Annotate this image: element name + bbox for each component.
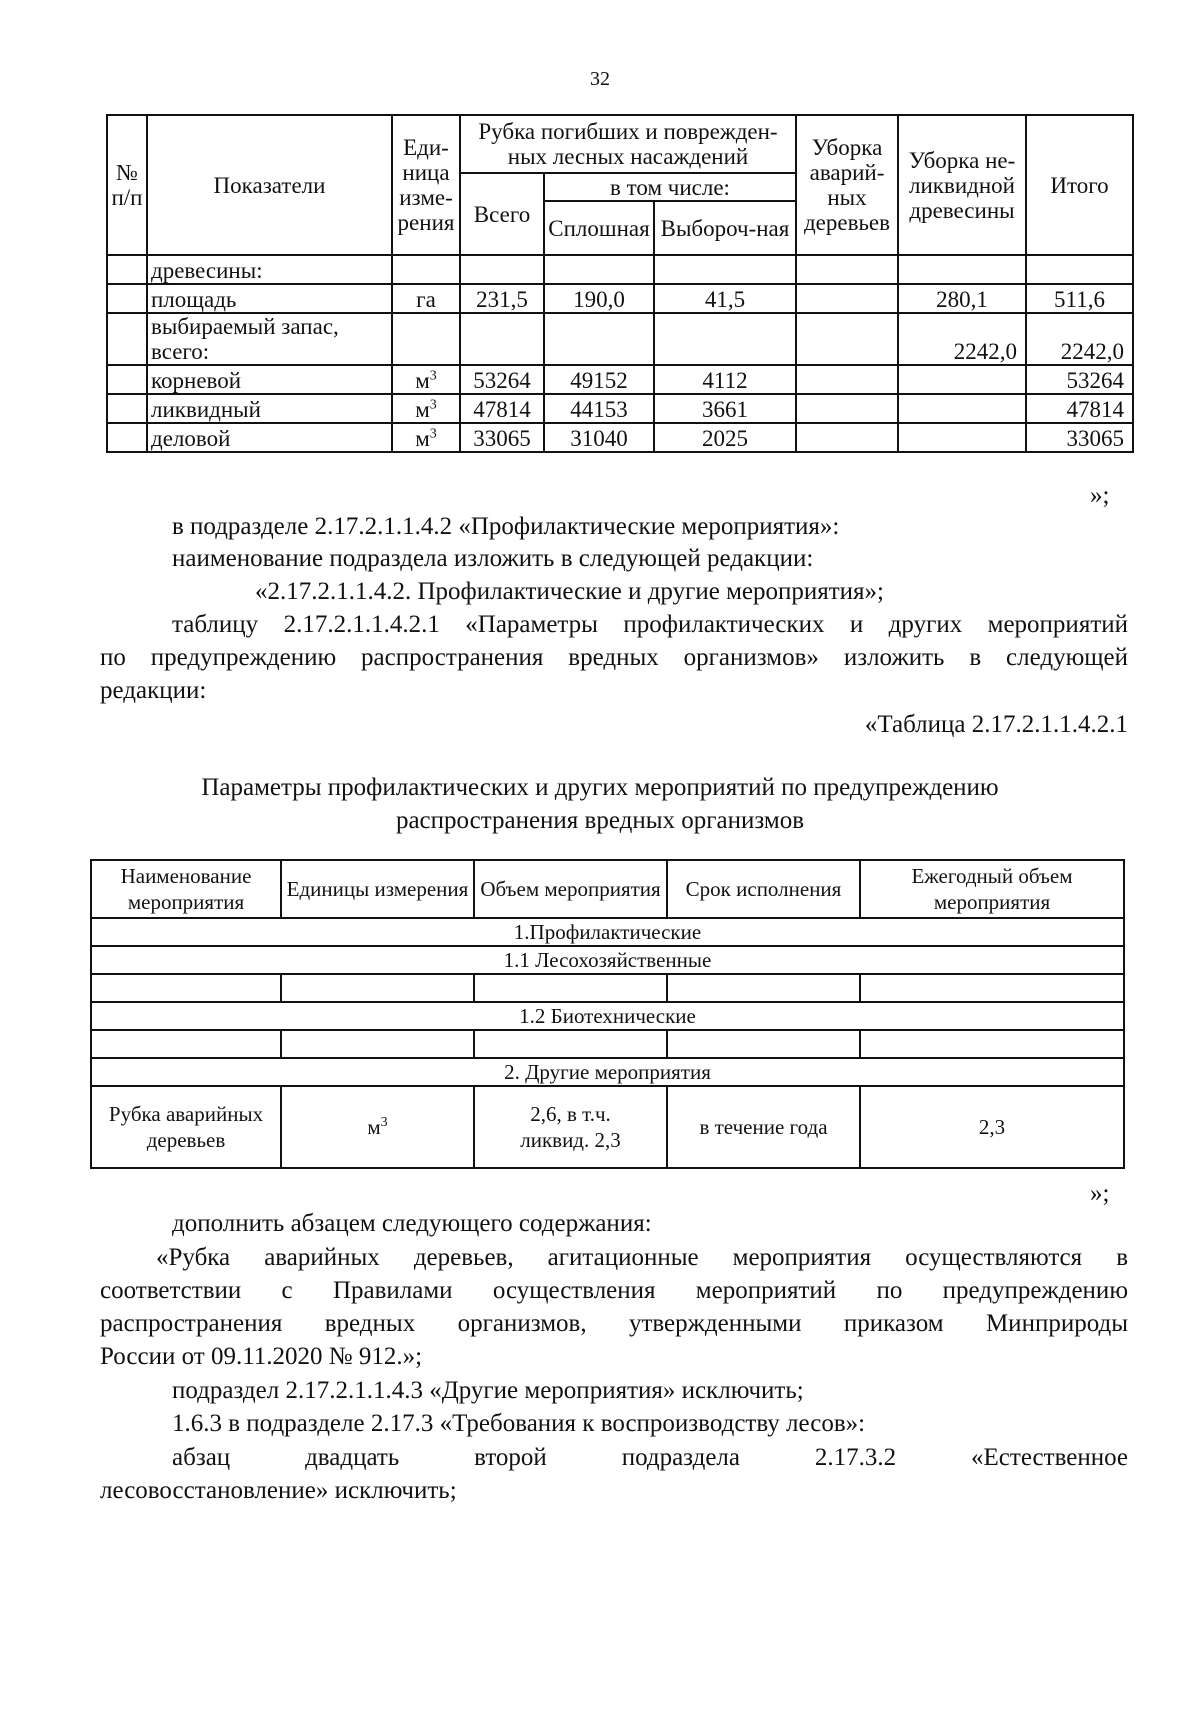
cell-result: 511,6 xyxy=(1026,284,1133,313)
row-unit: $м^3$ xyxy=(392,423,460,452)
header-annual: Ежегодный объем мероприятия xyxy=(860,860,1124,918)
table-label: «Таблица 2.17.2.1.1.4.2.1 xyxy=(864,711,1128,738)
table-row xyxy=(107,394,1133,423)
row-unit: га xyxy=(392,284,460,313)
cell-measure-name: Рубка аварийных деревьев xyxy=(91,1086,281,1168)
paragraph-table-line2: по предупреждению распространения вредных организмов» изложить в следующей xyxy=(100,644,1128,671)
paragraph-rename: наименование подраздела изложить в следующей редакции: xyxy=(172,545,814,572)
section-preventive: 1.Профилактические xyxy=(91,918,1124,946)
section-other: 2. Другие мероприятия xyxy=(91,1058,1124,1086)
cell-selective: 3661 xyxy=(654,394,796,423)
table-title-line1: Параметры профилактических и других мероприятий по предупреждению xyxy=(201,774,999,801)
header-cleanup-nonliquid: Уборка не-ликвидной древесины xyxy=(898,115,1026,255)
paragraph-exclude: подраздел 2.17.2.1.1.4.3 «Другие мероприятия» исключить; xyxy=(172,1377,804,1404)
row-name: выбираемый запас, всего: xyxy=(147,313,392,365)
table-row xyxy=(91,1030,1124,1058)
paragraph-table-line3: редакции: xyxy=(100,677,207,704)
table-row xyxy=(107,313,1133,365)
paragraph-supplement: дополнить абзацем следующего содержания: xyxy=(172,1210,652,1237)
header-units: Единицы измерения xyxy=(281,860,474,918)
paragraph-subsection: в подразделе 2.17.2.1.1.4.2 «Профилактические мероприятия»: xyxy=(172,513,840,540)
header-term: Срок исполнения xyxy=(667,860,860,918)
cell-clear: 49152 xyxy=(544,365,654,394)
table-row xyxy=(107,255,1133,284)
cell-result: 2242,0 xyxy=(1026,313,1133,365)
subsection-biotechnical: 1.2 Биотехнические xyxy=(91,1002,1124,1030)
table-title-line2: распространения вредных организмов xyxy=(395,807,805,834)
table-row xyxy=(91,1086,1124,1168)
row-name: площадь xyxy=(147,284,392,313)
cell-result: 53264 xyxy=(1026,365,1133,394)
cell-total: 231,5 xyxy=(460,284,544,313)
table-row xyxy=(91,974,1124,1002)
page-number: 32 xyxy=(590,68,610,90)
paragraph-table-line1: таблицу 2.17.2.1.1.4.2.1 «Параметры профилактических и других мероприятий xyxy=(172,611,1128,638)
paragraph-quote-line1: «Рубка аварийных деревьев, агитационные мероприятия осуществляются в xyxy=(156,1244,1128,1271)
header-num: № п/п xyxy=(107,115,147,255)
table-row xyxy=(107,365,1133,394)
row-unit: $м^3$ xyxy=(392,365,460,394)
row-unit: $м^3$ xyxy=(392,394,460,423)
header-result: Итого xyxy=(1026,115,1133,255)
header-cutting: Рубка погибших и поврежден-ных лесных насаждений xyxy=(460,115,796,173)
paragraph-quote-line4: России от 09.11.2020 № 912.»; xyxy=(100,1343,423,1370)
row-name: деловой xyxy=(147,423,392,452)
harvest-table xyxy=(106,114,1134,453)
cell-clear: 31040 xyxy=(544,423,654,452)
cell-volume: 2,6, в т.ч. ликвид. 2,3 xyxy=(474,1086,667,1168)
subsection-forestry: 1.1 Лесохозяйственные xyxy=(91,946,1124,974)
cell-result: 33065 xyxy=(1026,423,1133,452)
header-measure-name: Наименование мероприятия xyxy=(91,860,281,918)
paragraph-quote-line2: соответствии с Правилами осуществления мероприятий по предупреждению xyxy=(100,1277,1128,1304)
cell-term: в течение года xyxy=(667,1086,860,1168)
paragraph-abzac-line2: лесовосстановление» исключить; xyxy=(100,1477,457,1504)
cell-selective: 4112 xyxy=(654,365,796,394)
measures-table xyxy=(90,859,1125,1169)
header-unit: Еди-ница изме-рения xyxy=(392,115,460,255)
paragraph-quote-line3: распространения вредных организмов, утвержденными приказом Минприроды xyxy=(100,1310,1128,1337)
header-cleanup-emergency: Уборка аварий-ных деревьев xyxy=(796,115,898,255)
table-row xyxy=(107,423,1133,452)
header-clear: Сплошная xyxy=(544,201,654,255)
cell-nonliquid: 280,1 xyxy=(898,284,1026,313)
paragraph-new-title: «2.17.2.1.1.4.2. Профилактические и другие мероприятия»; xyxy=(255,578,885,605)
cell-result: 47814 xyxy=(1026,394,1133,423)
cell-selective: 2025 xyxy=(654,423,796,452)
header-including: в том числе: xyxy=(544,173,796,201)
paragraph-item-163: 1.6.3 в подразделе 2.17.3 «Требования к воспроизводству лесов»: xyxy=(172,1410,866,1437)
cell-clear: 44153 xyxy=(544,394,654,423)
table-header-row xyxy=(91,860,1124,918)
table2-closing-quote: »; xyxy=(1090,1180,1110,1207)
paragraph-abzac-line1: абзац двадцать второй подраздела 2.17.3.2 «Естественное xyxy=(172,1444,1128,1471)
cell-annual: 2,3 xyxy=(860,1086,1124,1168)
cell-clear: 190,0 xyxy=(544,284,654,313)
row-name: ликвидный xyxy=(147,394,392,423)
cell-emergency xyxy=(796,284,898,313)
header-indicator: Показатели xyxy=(147,115,392,255)
header-selective: Выбороч-ная xyxy=(654,201,796,255)
row-name: древесины: xyxy=(147,255,392,284)
cell-total: 33065 xyxy=(460,423,544,452)
cell-nonliquid: 2242,0 xyxy=(898,313,1026,365)
table1-closing-quote: »; xyxy=(1090,482,1110,509)
cell-unit: $м^3$ xyxy=(281,1086,474,1168)
table-row xyxy=(107,284,1133,313)
header-volume: Объем мероприятия xyxy=(474,860,667,918)
cell-selective: 41,5 xyxy=(654,284,796,313)
cell-total: 47814 xyxy=(460,394,544,423)
cell-total: 53264 xyxy=(460,365,544,394)
row-name: корневой xyxy=(147,365,392,394)
header-total: Всего xyxy=(460,173,544,255)
